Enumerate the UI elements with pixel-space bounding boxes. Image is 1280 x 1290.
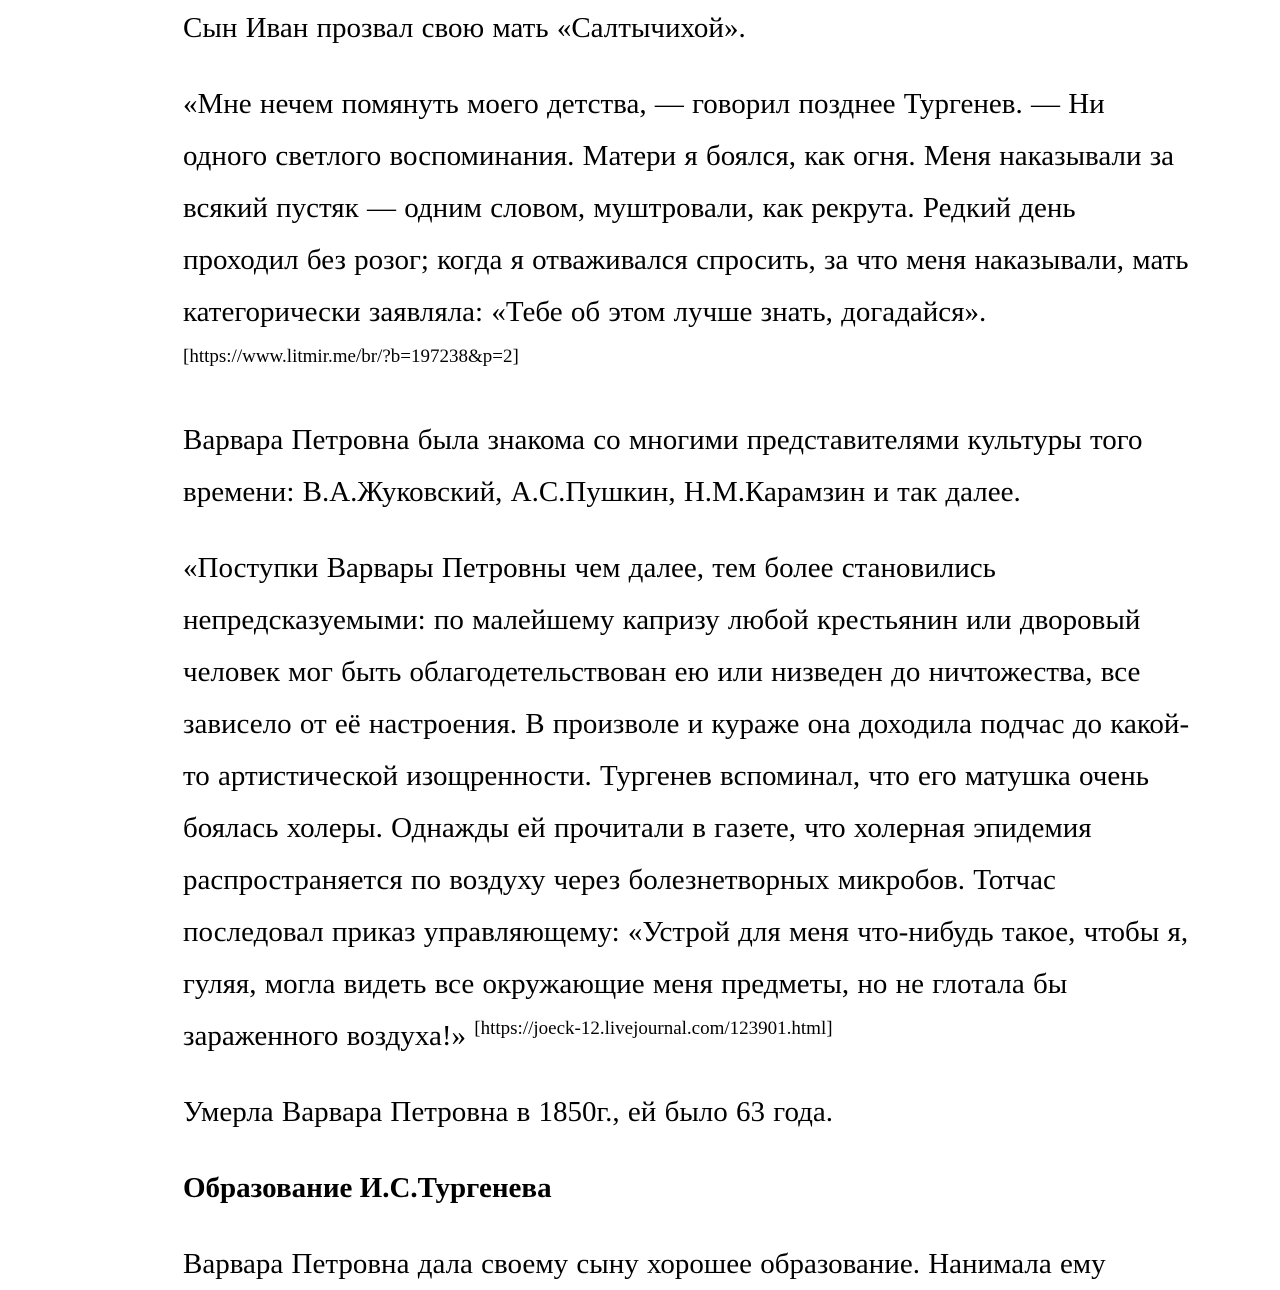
section-heading	[183, 1162, 1192, 1214]
paragraph-text: «Мне нечем помянуть моего детства, — говорил позднее Тургенев. — Ни одного светлого воспоминания. Матери я боялся, как огня. Меня наказывали за всякий пустяк — одним словом, муштровали, как рекрута. Редкий день проходил без розог; когда я отваживался спросить, за что меня наказывали, мать категорически заявляла: «Тебе об этом лучше знать, догадайся».	[183, 88, 1189, 328]
paragraph	[183, 1238, 1192, 1290]
paragraph	[183, 2, 1192, 54]
paragraph-text: Варвара Петровна была знакома со многими представителями культуры того времени: В.А.Жуковский, А.С.Пушкин, Н.М.Карамзин и так далее.	[183, 424, 1143, 508]
section-heading-text: Образование И.С.Тургенева	[183, 1172, 552, 1204]
paragraph	[183, 542, 1192, 1062]
reference-citation: [https://joeck-12.livejournal.com/123901.html]	[474, 1018, 833, 1039]
paragraph-text: Умерла Варвара Петровна в 1850г., ей было 63 года.	[183, 1096, 833, 1128]
paragraph-text: Варвара Петровна дала своему сыну хорошее образование. Нанимала ему	[183, 1248, 1106, 1280]
reference-citation: [https://www.litmir.me/br/?b=197238&p=2]	[183, 346, 519, 367]
paragraph	[183, 1086, 1192, 1138]
paragraph-text: Сын Иван прозвал свою мать «Салтычихой».	[183, 12, 746, 44]
paragraph-text: «Поступки Варвары Петровны чем далее, тем более становились непредсказуемыми: по малейшему капризу любой крестьянин или дворовый человек мог быть облагодетельствован ею или низведен до ничтожества, все зависело от её настроения. В произволе и кураже она доходила подчас до какой-то артистической изощренности. Тургенев вспоминал, что его матушка очень боялась холеры. Однажды ей прочитали в газете, что холерная эпидемия распространяется по воздуху через болезнетворных микробов. Тотчас последовал приказ управляющему: «Устрой для меня что-нибудь такое, чтобы я, гуляя, могла видеть все окружающие меня предметы, но не глотала бы зараженного воздуха!»	[183, 552, 1190, 1052]
paragraph	[183, 414, 1192, 518]
paragraph	[183, 78, 1192, 390]
